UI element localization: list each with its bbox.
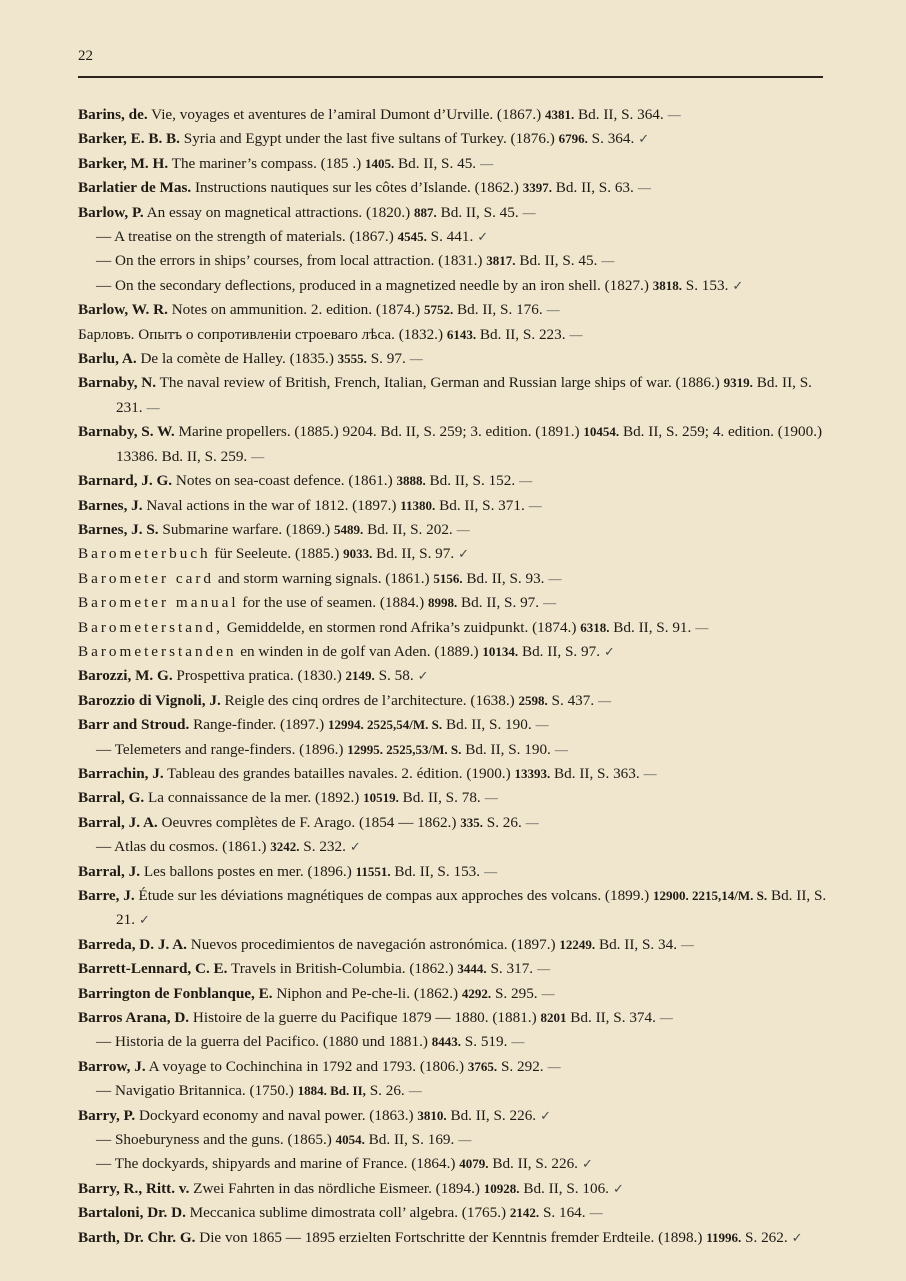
entry-location: S. 97. xyxy=(366,350,406,368)
entry-catalog-number: 1405. xyxy=(364,155,395,171)
index-entry xyxy=(78,176,828,200)
index-entry xyxy=(78,640,828,664)
entry-location: Bd. II, S. 176. xyxy=(453,301,543,319)
index-entry xyxy=(78,201,828,225)
entry-location: Bd. II, S. 190. xyxy=(461,740,551,758)
index-entry xyxy=(78,542,828,566)
entry-catalog-number: 5752. xyxy=(423,302,454,318)
entry-name: Barth, Dr. Chr. G. xyxy=(78,1228,196,1246)
entry-catalog-number: 2149. xyxy=(345,668,375,684)
index-entry xyxy=(78,298,828,322)
index-entry xyxy=(78,103,828,127)
check-mark-icon: — xyxy=(548,570,562,586)
entry-text: Prospettiva pratica. (1830.) xyxy=(172,667,346,685)
entry-catalog-number: 10519. xyxy=(363,790,399,806)
check-mark-icon: — xyxy=(543,595,557,611)
check-mark-icon: — xyxy=(695,619,709,635)
check-mark-icon: ✓ xyxy=(477,229,489,245)
entry-text: A voyage to Cochinchina in 1792 and 1793. (1806.) xyxy=(145,1057,468,1075)
entry-location: Bd. II, S. 63. xyxy=(551,179,634,197)
index-entry xyxy=(78,786,828,810)
entry-catalog-number: 8443. xyxy=(431,1034,461,1050)
entry-spaced-title: Barometerstanden xyxy=(78,642,237,660)
entry-text: — Shoeburyness and the guns. (1865.) xyxy=(96,1131,336,1149)
entry-text: Die von 1865 — 1895 erzielten Fortschritte der Kenntnis fremder Erdteile. (1898.) xyxy=(195,1228,707,1246)
entry-text: An essay on magnetical attractions. (1820.) xyxy=(143,203,415,221)
entry-text: Oeuvres complètes de F. Arago. (1854 — 1862.) xyxy=(157,813,461,831)
entry-catalog-number: 887. xyxy=(414,204,437,220)
entry-catalog-number: 8998. xyxy=(427,595,458,611)
entry-catalog-number: 10454. xyxy=(583,424,620,440)
entry-location: S. 441. xyxy=(426,228,474,246)
entry-catalog-number: 11551. xyxy=(355,863,391,879)
entry-catalog-number: 9033. xyxy=(343,546,373,562)
entry-name: Barnes, J. S. xyxy=(78,520,159,538)
entry-location: Bd. II, S. 374. xyxy=(566,1009,656,1027)
entry-catalog-number: 3242. xyxy=(270,839,300,855)
index-entry xyxy=(78,469,828,493)
entry-name: Barr and Stroud. xyxy=(78,716,190,734)
entry-text: La connaissance de la mer. (1892.) xyxy=(144,789,364,807)
entry-text: Zwei Fahrten in das nördliche Eismeer. (1894.) xyxy=(189,1179,484,1197)
index-entry xyxy=(78,1006,828,1030)
entry-location: Bd. II, S. 78. xyxy=(398,789,481,807)
entry-text: Reigle des cinq ordres de l’architecture. (1638.) xyxy=(220,691,519,709)
check-mark-icon: ✓ xyxy=(612,1180,624,1196)
check-mark-icon: — xyxy=(409,351,423,367)
entry-location: S. 26. xyxy=(482,813,522,831)
check-mark-icon: — xyxy=(569,326,583,342)
entry-text: for the use of seamen. (1884.) xyxy=(238,594,428,612)
entry-catalog-number: 3397. xyxy=(522,180,552,196)
index-entry xyxy=(78,616,828,640)
check-mark-icon: ✓ xyxy=(417,668,429,684)
entry-catalog-number: 12249. xyxy=(559,936,596,952)
check-mark-icon: — xyxy=(643,765,657,781)
entry-name: Barins, de. xyxy=(78,106,148,123)
entry-catalog-number: 12900. 2215,14/M. S. xyxy=(653,888,768,903)
entry-location: S. 292. xyxy=(497,1057,544,1075)
entry-location: Bd. II, S. 34. xyxy=(595,935,677,953)
entry-text: Histoire de la guerre du Pacifique 1879 — 1880. (1881.) xyxy=(189,1009,541,1027)
index-entry xyxy=(78,1079,828,1103)
entry-location: S. 262. xyxy=(741,1228,788,1246)
check-mark-icon: — xyxy=(525,814,539,830)
index-entry xyxy=(78,371,828,420)
entry-text: The mariner’s compass. (185 .) xyxy=(168,154,365,172)
entry-text: Niphon and Pe-che-li. (1862.) xyxy=(272,984,462,1002)
index-entry xyxy=(78,225,828,249)
check-mark-icon: — xyxy=(408,1083,422,1099)
index-entry xyxy=(78,1226,828,1250)
check-mark-icon: ✓ xyxy=(604,643,615,659)
entry-location: Bd. II, S. 45. xyxy=(394,154,477,172)
entry-catalog-number: 3888. xyxy=(396,473,426,489)
index-entry xyxy=(78,1152,828,1176)
entry-name: Barker, E. B. B. xyxy=(78,130,180,148)
entry-catalog-number: 2598. xyxy=(518,692,548,708)
entry-name: Barrington de Fonblanque, E. xyxy=(78,984,273,1002)
entry-location: Bd. II, S. 226. xyxy=(488,1155,578,1173)
entry-name: Bartaloni, Dr. D. xyxy=(78,1204,186,1222)
entry-text: and storm warning signals. (1861.) xyxy=(214,569,434,587)
check-mark-icon: ✓ xyxy=(138,912,150,928)
entry-text: Submarine warfare. (1869.) xyxy=(158,520,335,538)
entry-text: Dockyard economy and naval power. (1863.) xyxy=(135,1106,418,1124)
entry-location: Bd. II, S. 45. xyxy=(515,252,598,270)
index-entry xyxy=(78,664,828,688)
entry-name: Barral, G. xyxy=(78,789,145,807)
entry-text: Барловъ. Опытъ о сопротивленіи строеваго лѣса. (1832.) xyxy=(78,325,447,343)
index-entry xyxy=(78,713,828,737)
entry-location: S. 437. xyxy=(547,691,595,709)
index-entry xyxy=(78,811,828,835)
entry-text: — On the secondary deflections, produced in a magnetized needle by an iron shell. (1827.) xyxy=(96,276,653,294)
entry-catalog-number: 1884. Bd. II, xyxy=(297,1083,366,1099)
check-mark-icon: — xyxy=(456,521,470,537)
entry-text: für Seeleute. (1885.) xyxy=(210,545,344,563)
entry-location: S. 164. xyxy=(539,1204,586,1222)
index-entry xyxy=(78,420,828,469)
entry-location: Bd. II, S. 226. xyxy=(446,1106,537,1124)
entry-name: Barry, P. xyxy=(78,1106,136,1124)
entry-location: Bd. II, S. 364. xyxy=(574,106,664,123)
check-mark-icon: — xyxy=(535,717,549,733)
entry-text: Travels in British-Columbia. (1862.) xyxy=(227,960,458,978)
entry-location: Bd. II, S. 91. xyxy=(609,618,692,636)
entry-catalog-number: 3555. xyxy=(337,351,367,367)
entry-name: Barrow, J. xyxy=(78,1057,146,1075)
entry-catalog-number: 3810. xyxy=(417,1107,447,1123)
check-mark-icon: — xyxy=(637,180,651,196)
check-mark-icon: ✓ xyxy=(458,546,470,562)
index-entry xyxy=(78,1030,828,1054)
entry-text: — Navigatio Britannica. (1750.) xyxy=(96,1082,298,1100)
entry-spaced-title: Barometerstand, xyxy=(78,618,223,636)
entry-name: Barozzi, M. G. xyxy=(78,667,173,685)
entry-name: Barlu, A. xyxy=(78,350,137,368)
entry-location: Bd. II, S. 371. xyxy=(435,496,525,514)
entry-catalog-number: 12995. 2525,53/M. S. xyxy=(347,741,462,757)
check-mark-icon: ✓ xyxy=(581,1156,593,1172)
index-entry xyxy=(78,347,828,371)
entry-spaced-title: Barometerbuch xyxy=(78,545,211,563)
entry-name: Barozzio di Vignoli, J. xyxy=(78,691,221,709)
entry-location: S. 317. xyxy=(486,960,534,978)
entry-catalog-number: 2142. xyxy=(509,1205,540,1221)
entry-catalog-number: 3765. xyxy=(467,1058,498,1074)
check-mark-icon: ✓ xyxy=(638,131,650,147)
index-entry xyxy=(78,1104,828,1128)
entry-name: Barlatier de Mas. xyxy=(78,179,192,197)
entry-location: Bd. II, S. 169. xyxy=(364,1131,455,1149)
entry-location: Bd. II, S. 45. xyxy=(436,203,519,221)
check-mark-icon: — xyxy=(598,692,612,708)
check-mark-icon: — xyxy=(528,497,542,513)
entry-location: Bd. II, S. 152. xyxy=(425,472,516,490)
entry-text: Meccanica sublime dimostrata coll’ algebra. (1765.) xyxy=(185,1204,510,1222)
check-mark-icon: — xyxy=(537,961,551,977)
check-mark-icon: — xyxy=(484,790,498,806)
entry-name: Barral, J. xyxy=(78,862,141,880)
entry-catalog-number: 11996. xyxy=(706,1229,742,1245)
entry-location: Bd. II, S. 97. xyxy=(457,594,540,612)
index-entry xyxy=(78,982,828,1006)
index-entry xyxy=(78,738,828,762)
entry-text: — A treatise on the strength of materials. (1867.) xyxy=(96,228,398,246)
entry-text: The naval review of British, French, Italian, German and Russian large ships of war. (1886.) xyxy=(156,374,724,392)
check-mark-icon: ✓ xyxy=(732,277,744,293)
entry-text: Étude sur les déviations magnétiques de compas aux approches des volcans. (1899.) xyxy=(134,887,654,904)
entry-location: Bd. II, S. 190. xyxy=(442,716,532,734)
index-entry xyxy=(78,1128,828,1152)
check-mark-icon: — xyxy=(547,1058,561,1074)
entry-catalog-number: 9319. xyxy=(723,375,753,391)
entry-location: S. 519. xyxy=(460,1033,508,1051)
entry-catalog-number: 8201 xyxy=(540,1010,567,1026)
entry-location: Bd. II, S. 202. xyxy=(363,520,453,538)
check-mark-icon: — xyxy=(541,985,555,1001)
entry-name: Barlow, P. xyxy=(78,203,144,221)
index-entry xyxy=(78,274,828,298)
check-mark-icon: — xyxy=(601,253,615,269)
check-mark-icon: — xyxy=(484,863,498,879)
entry-catalog-number: 10928. xyxy=(483,1180,520,1196)
check-mark-icon: — xyxy=(667,107,681,122)
entry-name: Barral, J. A. xyxy=(78,813,158,831)
entry-catalog-number: 3817. xyxy=(486,253,516,269)
entry-location: Bd. II, S. 97. xyxy=(372,545,455,563)
entry-name: Barnes, J. xyxy=(78,496,143,514)
entry-text: De la comète de Halley. (1835.) xyxy=(136,350,338,368)
entry-catalog-number: 6318. xyxy=(580,619,610,635)
entry-name: Barnaby, S. W. xyxy=(78,423,175,441)
check-mark-icon: ✓ xyxy=(791,1229,803,1245)
index-entry xyxy=(78,689,828,713)
entry-name: Barre, J. xyxy=(78,887,135,904)
entry-location: Bd. II, S. 153. xyxy=(390,862,481,880)
check-mark-icon: — xyxy=(554,741,568,757)
check-mark-icon: ✓ xyxy=(349,839,361,855)
header-rule xyxy=(78,76,823,78)
index-entry xyxy=(78,835,828,859)
index-entry xyxy=(78,494,828,518)
entry-catalog-number: 335. xyxy=(460,814,483,830)
check-mark-icon: — xyxy=(546,302,560,318)
entry-location: Bd. II, S. 363. xyxy=(550,764,640,782)
entry-location: S. 26. xyxy=(365,1082,405,1100)
entry-text: Syria and Egypt under the last five sultans of Turkey. (1876.) xyxy=(179,130,559,148)
index-entry xyxy=(78,323,828,347)
entry-location: Bd. II, S. 259; 4. edition. (1900.) 13386. Bd. II, S. 259. xyxy=(116,423,823,465)
entry-location: S. 295. xyxy=(491,984,538,1002)
index-entry xyxy=(78,518,828,542)
entry-text: — Telemeters and range-finders. (1896.) xyxy=(96,740,348,758)
entry-catalog-number: 5156. xyxy=(433,570,463,586)
entry-catalog-number: 12994. 2525,54/M. S. xyxy=(328,717,443,733)
entry-catalog-number: 3444. xyxy=(457,961,487,977)
entry-location: Bd. II, S. 106. xyxy=(519,1179,609,1197)
entry-text: Tableau des grandes batailles navales. 2. édition. (1900.) xyxy=(163,764,515,782)
check-mark-icon: — xyxy=(589,1205,603,1221)
entry-catalog-number: 4545. xyxy=(397,229,427,245)
index-entry xyxy=(78,152,828,176)
check-mark-icon: — xyxy=(681,936,694,952)
entry-name: Barreda, D. J. A. xyxy=(78,935,187,953)
entry-text: Vie, voyages et aventures de l’amiral Dumont d’Urville. (1867.) xyxy=(147,106,545,123)
index-entry xyxy=(78,1201,828,1225)
entry-text: — The dockyards, shipyards and marine of France. (1864.) xyxy=(96,1155,460,1173)
entry-text: Instructions nautiques sur les côtes d’Islande. (1862.) xyxy=(191,179,523,197)
entry-text: — Atlas du cosmos. (1861.) xyxy=(96,838,271,856)
entry-name: Barry, R., Ritt. v. xyxy=(78,1179,190,1197)
check-mark-icon: — xyxy=(480,155,494,171)
entry-catalog-number: 11380. xyxy=(400,497,436,513)
index-entry xyxy=(78,249,828,273)
index-entry xyxy=(78,1177,828,1201)
entry-name: Barlow, W. R. xyxy=(78,301,168,319)
entry-location: Bd. II, S. 223. xyxy=(476,325,566,343)
index-entry xyxy=(78,933,828,957)
check-mark-icon: — xyxy=(251,448,265,464)
entry-location: Bd. II, S. 21. xyxy=(116,887,827,929)
entry-location: S. 58. xyxy=(374,667,414,685)
entry-catalog-number: 4381. xyxy=(545,107,575,122)
index-entry xyxy=(78,1055,828,1079)
entry-location: S. 364. xyxy=(587,130,635,148)
check-mark-icon: — xyxy=(519,473,533,489)
index-entry xyxy=(78,860,828,884)
entry-catalog-number: 4054. xyxy=(335,1132,365,1148)
entry-location: Bd. II, S. 231. xyxy=(116,374,812,416)
index-entry xyxy=(78,567,828,591)
check-mark-icon: — xyxy=(522,204,536,220)
entry-text: Notes on sea-coast defence. (1861.) xyxy=(172,472,397,490)
entry-location: Bd. II, S. 97. xyxy=(518,642,601,660)
entry-text: — On the errors in ships’ courses, from local attraction. (1831.) xyxy=(96,252,487,270)
entry-catalog-number: 13393. xyxy=(514,765,551,781)
entry-name: Barker, M. H. xyxy=(78,154,169,172)
entry-catalog-number: 3818. xyxy=(652,277,682,293)
entry-catalog-number: 10134. xyxy=(482,643,519,659)
entry-spaced-title: Barometer manual xyxy=(78,594,239,612)
index-entry xyxy=(78,957,828,981)
entry-catalog-number: 4292. xyxy=(461,985,492,1001)
index-entry xyxy=(78,127,828,151)
check-mark-icon: — xyxy=(659,1010,673,1026)
page-number: 22 xyxy=(78,48,93,64)
index-entries xyxy=(78,103,828,1250)
entry-text: Marine propellers. (1885.) 9204. Bd. II, S. 259; 3. edition. (1891.) xyxy=(174,423,584,441)
entry-text: en winden in de golf van Aden. (1889.) xyxy=(236,642,483,660)
entry-text: Nuevos procedimientos de navegación astronómica. (1897.) xyxy=(186,935,560,953)
entry-location: Bd. II, S. 93. xyxy=(462,569,545,587)
entry-spaced-title: Barometer card xyxy=(78,569,215,587)
entry-text: Notes on ammunition. 2. edition. (1874.) xyxy=(167,301,424,319)
entry-text: Gemiddelde, en stormen rond Afrika’s zuidpunkt. (1874.) xyxy=(222,618,581,636)
entry-text: Les ballons postes en mer. (1896.) xyxy=(140,862,356,880)
entry-location: S. 232. xyxy=(299,838,346,856)
check-mark-icon: — xyxy=(146,399,160,415)
entry-catalog-number: 6796. xyxy=(558,131,588,147)
check-mark-icon: — xyxy=(458,1132,472,1148)
index-entry xyxy=(78,591,828,615)
entry-catalog-number: 6143. xyxy=(446,326,477,342)
entry-name: Barrachin, J. xyxy=(78,764,164,782)
entry-name: Barrett-Lennard, C. E. xyxy=(78,960,228,978)
entry-text: — Historia de la guerra del Pacifico. (1880 und 1881.) xyxy=(96,1033,432,1051)
entry-name: Barnard, J. G. xyxy=(78,472,173,490)
entry-catalog-number: 4079. xyxy=(459,1156,489,1172)
check-mark-icon: ✓ xyxy=(540,1107,551,1123)
entry-location: S. 153. xyxy=(681,276,729,294)
entry-catalog-number: 5489. xyxy=(334,521,364,537)
index-entry xyxy=(78,762,828,786)
check-mark-icon: — xyxy=(511,1034,525,1050)
entry-name: Barnaby, N. xyxy=(78,374,157,392)
entry-name: Barros Arana, D. xyxy=(78,1009,190,1027)
entry-text: Naval actions in the war of 1812. (1897.) xyxy=(142,496,401,514)
index-entry xyxy=(78,884,828,933)
entry-text: Range-finder. (1897.) xyxy=(189,716,329,734)
